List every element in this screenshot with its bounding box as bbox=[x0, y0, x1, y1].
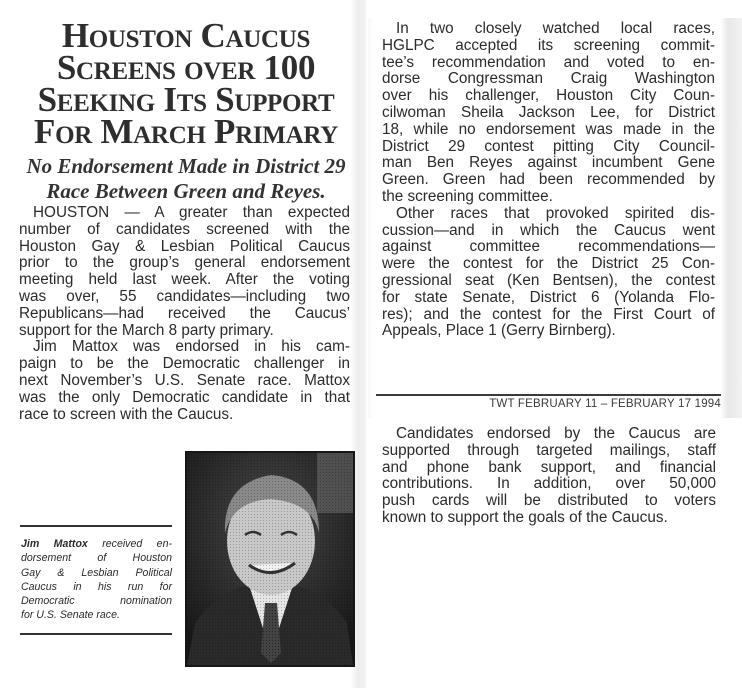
text-line: District 29 contest pitting City Council- bbox=[382, 137, 715, 155]
text-line: cilwoman Sheila Jackson Lee, for District bbox=[382, 103, 715, 121]
right-column-top-text bbox=[382, 21, 715, 340]
text-line: meeting held last week. After the voting bbox=[19, 271, 350, 289]
caption-text bbox=[20, 527, 172, 633]
text-line: and phone bank support, and financial bbox=[382, 458, 716, 476]
paragraph bbox=[382, 426, 716, 527]
text-line: was the only Democratic candidate in that bbox=[19, 388, 350, 406]
caption-line: for U.S. Senate race. bbox=[21, 609, 120, 622]
section-rule bbox=[376, 394, 721, 396]
portrait-illustration bbox=[187, 453, 353, 665]
text-line: gressional seat (Ken Bentsen), the contest bbox=[382, 271, 715, 289]
paragraph bbox=[382, 206, 715, 340]
text-line: Green. Green had been recommended by bbox=[382, 171, 715, 189]
text-line: for state Senate, District 6 (Yolanda Flo- bbox=[382, 288, 715, 306]
text-line: Jim Mattox was endorsed in his cam- bbox=[33, 338, 350, 356]
text-line: contributions. In addition, over 50,000 bbox=[382, 475, 716, 493]
text-line: known to support the goals of the Caucus. bbox=[382, 508, 668, 526]
text-line: tee’s recommendation and voted to en- bbox=[382, 53, 715, 71]
text-line: against committee recommendations— bbox=[382, 238, 715, 256]
text-line: the screening committee. bbox=[382, 187, 553, 205]
subheadline-line: Race Between Green and Reyes. bbox=[46, 179, 326, 203]
text-line: Houston Gay & Lesbian Political Caucus bbox=[19, 237, 350, 255]
caption-line: Democratic nomination bbox=[21, 595, 172, 608]
caption-bottom-rule bbox=[20, 633, 172, 635]
text-line: number of candidates screened with the bbox=[19, 220, 350, 238]
text-line: Appeals, Place 1 (Gerry Birnberg). bbox=[382, 322, 616, 340]
text-line: over his challenger, Houston City Coun- bbox=[382, 87, 715, 105]
text-line: paign to be the Democratic challenger in bbox=[19, 355, 350, 373]
caption-name: Jim Mattox bbox=[21, 538, 88, 550]
left-column-text bbox=[19, 205, 350, 423]
right-column-bottom-text bbox=[382, 426, 716, 527]
portrait-photo bbox=[185, 451, 355, 667]
caption-line bbox=[21, 537, 172, 551]
paragraph bbox=[19, 339, 350, 423]
headline-line: For March Primary bbox=[34, 112, 338, 151]
headline-line: Houston Caucus bbox=[61, 16, 311, 55]
photo-caption bbox=[20, 525, 172, 635]
caption-line: dorsement of Houston bbox=[21, 552, 172, 565]
headline bbox=[20, 16, 352, 151]
caption-line: Gay & Lesbian Political bbox=[21, 566, 172, 579]
subheadline bbox=[14, 154, 358, 204]
text-line: In two closely watched local races, bbox=[396, 20, 715, 37]
text-line: res); and the contest for the First Court of bbox=[382, 305, 715, 323]
text-line: HOUSTON — A greater than expected bbox=[33, 204, 350, 221]
subheadline-line: No Endorsement Made in District 29 bbox=[26, 154, 346, 178]
text-line: supported through targeted mailings, staff bbox=[382, 441, 716, 459]
text-line: dorse Congressman Craig Washington bbox=[382, 70, 715, 88]
text-line: was over, 55 candidates—including two bbox=[19, 287, 350, 305]
text-line: cussion—and in which the Caucus went bbox=[382, 221, 715, 239]
text-line: Republicans—had received the Caucus’ bbox=[19, 304, 350, 322]
caption-line: Caucus in his run for bbox=[21, 580, 172, 593]
text-line: race to screen with the Caucus. bbox=[19, 405, 234, 423]
text-line: support for the March 8 party primary. bbox=[19, 321, 274, 339]
text-line: man Ben Reyes against incumbent Gene bbox=[382, 154, 715, 172]
text-line: 18, while no endorsement was made in the bbox=[382, 120, 715, 138]
publication-date-line: TWT FEBRUARY 11 – FEBRUARY 17 1994 bbox=[489, 398, 721, 410]
headline-line: Seeking Its Support bbox=[37, 80, 335, 119]
text-line: next November’s U.S. Senate race. Mattox bbox=[19, 371, 350, 389]
paragraph bbox=[19, 205, 350, 339]
text-line: push cards will be distributed to voters bbox=[382, 492, 716, 510]
text-line: were the contest for the District 25 Con- bbox=[382, 255, 715, 273]
caption-line-text: received en- bbox=[87, 538, 172, 550]
text-line: HGLPC accepted its screening commit- bbox=[382, 36, 715, 54]
text-line: Candidates endorsed by the Caucus are bbox=[396, 425, 716, 442]
text-line: prior to the group’s general endorsement bbox=[19, 254, 350, 272]
paragraph bbox=[382, 21, 715, 206]
headline-line: Screens over 100 bbox=[56, 48, 316, 87]
text-line: Other races that provoked spirited dis- bbox=[396, 204, 715, 222]
